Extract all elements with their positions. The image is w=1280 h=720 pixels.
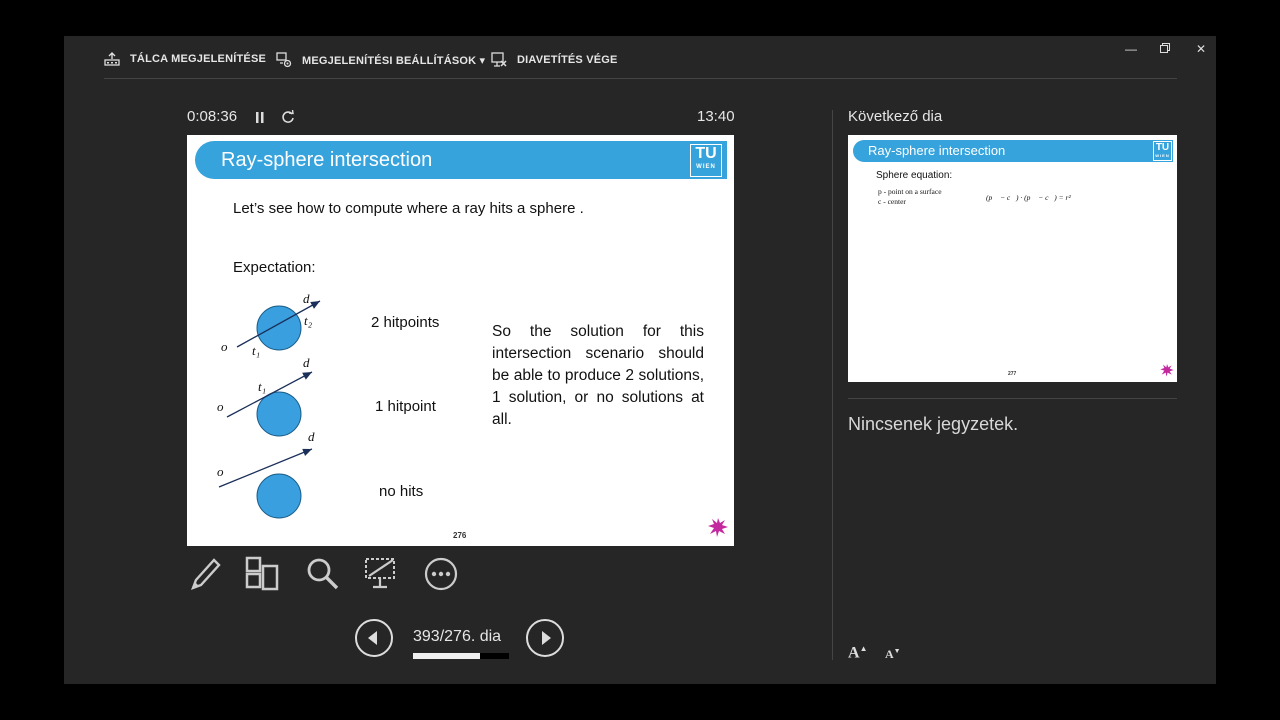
end-slideshow-button[interactable] — [491, 52, 618, 68]
slide-title: Ray-sphere intersection — [195, 141, 727, 179]
current-slide[interactable] — [187, 135, 734, 546]
next-tu-wien-logo — [1153, 141, 1172, 161]
next-slide-preview[interactable] — [848, 135, 1177, 382]
end-slideshow-icon — [491, 52, 507, 68]
elapsed-timer: 0:08:36 — [187, 108, 238, 125]
label-t2: t₂ — [304, 313, 313, 328]
restart-timer-icon[interactable] — [281, 110, 295, 124]
sphere-no-hits — [257, 474, 301, 518]
zoom-icon[interactable] — [305, 556, 341, 592]
next-equation: (p⃗ − c⃗) · (p⃗ − c⃗) = r² — [986, 193, 1071, 202]
triangle-left-icon — [357, 621, 391, 655]
case-two-hits: 2 hitpoints — [371, 314, 440, 331]
decrease-font-label: A — [885, 647, 894, 661]
increase-font-label: A — [848, 644, 860, 662]
next-slide-title: Ray-sphere intersection — [853, 140, 1173, 162]
display-settings-button[interactable] — [276, 52, 485, 68]
decrease-font-button[interactable]: A▼ — [885, 647, 901, 661]
next-logo-subtext: WIEN — [1155, 153, 1170, 158]
panel-divider — [832, 110, 833, 660]
more-options-icon[interactable] — [423, 556, 459, 592]
next-splat-logo-icon — [1159, 362, 1175, 378]
sphere-one-hit — [257, 392, 301, 436]
next-slide-button[interactable] — [526, 619, 564, 657]
display-settings-icon — [276, 52, 292, 68]
next-slide-heading: Következő dia — [848, 108, 943, 125]
label-d-3: d⃗ — [308, 429, 325, 444]
display-settings-label: MEGJELENÍTÉSI BEÁLLÍTÁSOK ▾ — [302, 54, 486, 67]
logo-subtext: WIEN — [696, 164, 716, 170]
next-def-c: c - center — [878, 197, 906, 206]
next-sphere-equation-label: Sphere equation: — [876, 170, 953, 181]
slide-progress-bar — [413, 653, 509, 659]
end-slideshow-label: DIAVETÍTÉS VÉGE — [517, 54, 618, 66]
label-t1-2: t₁ — [258, 379, 267, 394]
label-t1-1: t₁ — [252, 343, 261, 358]
triangle-right-icon — [528, 621, 562, 655]
pen-tool-icon[interactable] — [188, 556, 222, 592]
restore-button[interactable] — [1160, 43, 1170, 53]
previous-slide-button[interactable] — [355, 619, 393, 657]
close-button[interactable]: ✕ — [1196, 42, 1207, 56]
expectation-label: Expectation: — [233, 259, 316, 276]
increase-font-button[interactable]: A▲ — [848, 644, 868, 662]
slide-page-number: 276 — [453, 531, 467, 540]
label-o-2: o⃗ — [217, 399, 234, 414]
presenter-view-window — [64, 36, 1216, 684]
show-taskbar-button[interactable] — [104, 52, 266, 66]
next-logo-text: TU — [1155, 142, 1170, 153]
logo-text: TU — [695, 145, 717, 162]
case-one-hit: 1 hitpoint — [375, 398, 436, 415]
sphere-two-hits — [257, 306, 301, 350]
slide-counter[interactable]: 393/276. dia — [413, 628, 502, 645]
pause-icon[interactable] — [255, 112, 265, 123]
taskbar-icon — [104, 52, 120, 66]
next-page-number: 277 — [1008, 371, 1017, 377]
label-o-3: o⃗ — [217, 464, 234, 479]
notes-divider — [848, 398, 1177, 399]
clock: 13:40 — [697, 108, 735, 125]
next-def-p: p - point on a surface — [878, 187, 942, 196]
toolbar-divider — [104, 78, 1177, 79]
splat-logo-icon — [706, 515, 730, 539]
see-all-slides-icon[interactable] — [245, 556, 281, 592]
minimize-button[interactable]: — — [1125, 42, 1137, 56]
black-screen-icon[interactable] — [363, 556, 399, 592]
slide-intro: Let’s see how to compute where a ray hits a sphere . — [233, 200, 584, 217]
case-no-hits: no hits — [379, 483, 424, 500]
slide-progress-fill — [413, 653, 480, 659]
solution-paragraph: So the solution for this intersection scenario should be able to produce 2 solutions, 1 solution, or no solutions at all. — [492, 323, 704, 428]
label-d-2: d⃗ — [303, 355, 320, 370]
label-o-1: o⃗ — [221, 339, 238, 354]
speaker-notes: Nincsenek jegyzetek. — [848, 414, 1019, 434]
label-d-1: d⃗ — [303, 291, 320, 306]
show-taskbar-label: TÁLCA MEGJELENÍTÉSE — [130, 53, 267, 65]
